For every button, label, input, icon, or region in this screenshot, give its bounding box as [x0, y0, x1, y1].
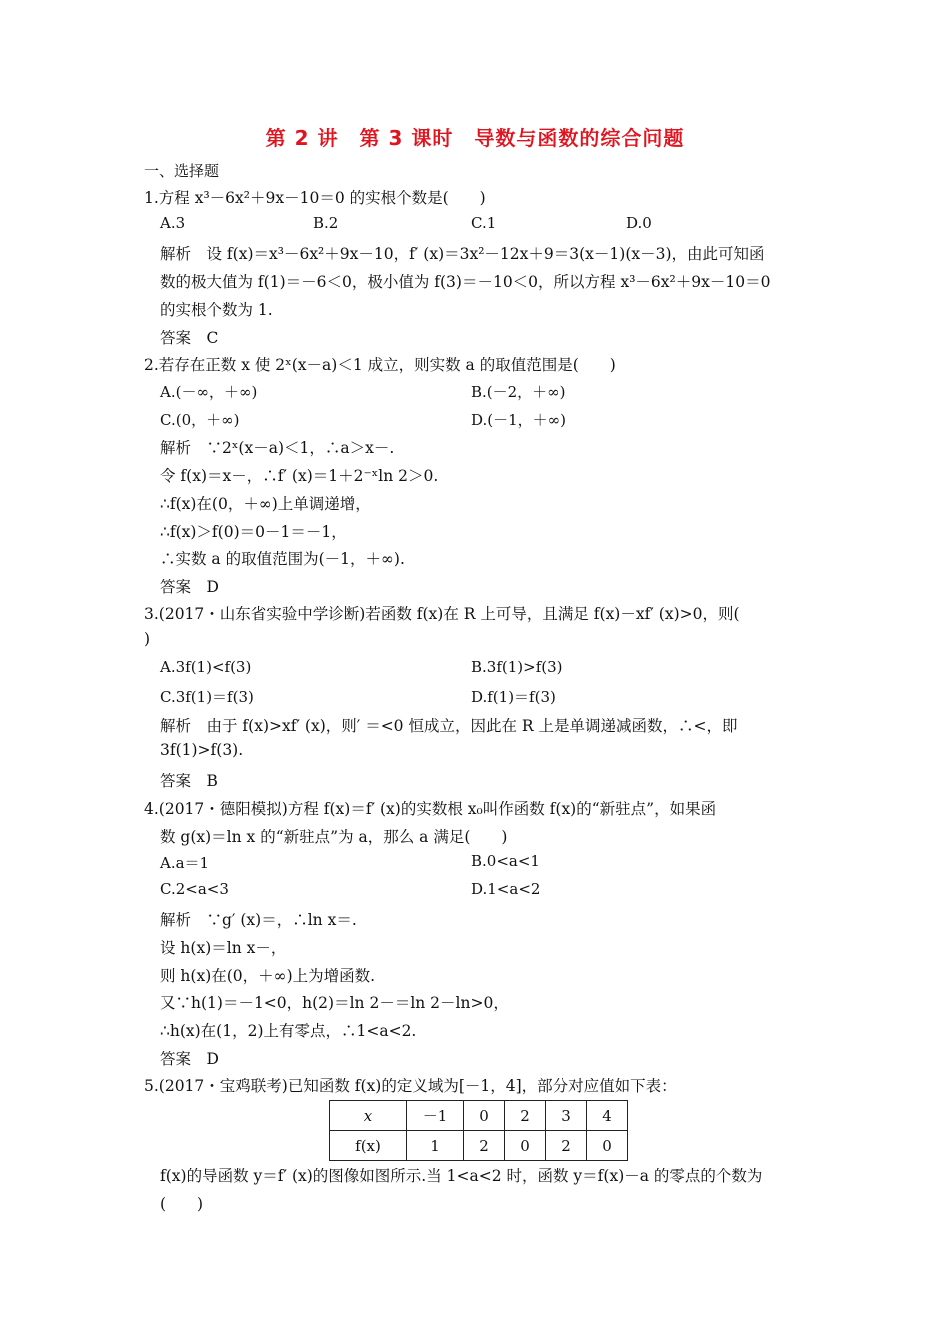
q2-stem: 2.若存在正数 x 使 2ˣ(x－a)＜1 成立，则实数 a 的取值范围是( )	[144, 356, 616, 374]
table-header-cell: 2	[505, 1101, 546, 1131]
table-header-cell: －1	[407, 1101, 464, 1131]
q2-analysis-line: ∴实数 a 的取值范围为(－1，＋∞).	[160, 550, 405, 568]
q4-option-c: C.2<a<3	[160, 880, 229, 898]
table-cell: 1	[407, 1131, 464, 1161]
q4-option-d: D.1<a<2	[471, 880, 541, 898]
table-header-cell: 4	[587, 1101, 628, 1131]
q4-stem-cont: 数 g(x)＝ln x 的“新驻点”为 a，那么 a 满足( )	[160, 828, 508, 846]
q2-analysis-line: 解析 ∵2ˣ(x－a)＜1，∴a＞x－.	[160, 439, 395, 457]
page-title: 第 2 讲 第 3 课时 导数与函数的综合问题	[265, 126, 685, 150]
table-cell: f(x)	[330, 1131, 407, 1161]
q2-analysis-line: ∴f(x)在(0，＋∞)上单调递增，	[160, 495, 371, 513]
q3-answer: 答案 B	[160, 772, 218, 790]
q1-analysis-line: 的实根个数为 1.	[160, 301, 273, 319]
table-row	[330, 1131, 628, 1161]
q1-stem: 1.方程 x³－6x²＋9x－10＝0 的实根个数是( )	[144, 189, 486, 207]
q3-option-a: A.3f(1)<f(3)	[160, 658, 252, 676]
q2-option-a: A.(－∞，＋∞)	[160, 383, 258, 401]
table-row	[330, 1101, 628, 1131]
q4-analysis-line: ∴h(x)在(1，2)上有零点，∴1<a<2.	[160, 1022, 417, 1040]
q1-answer: 答案 C	[160, 329, 219, 347]
table-cell: 2	[546, 1131, 587, 1161]
q4-answer: 答案 D	[160, 1050, 219, 1068]
table-header-cell: 3	[546, 1101, 587, 1131]
q4-analysis-line: 则 h(x)在(0，＋∞)上为增函数.	[160, 967, 376, 985]
q4-analysis-line: 设 h(x)＝ln x－，	[160, 939, 287, 957]
q2-option-d: D.(－1，＋∞)	[471, 411, 567, 429]
q5-stem: 5.(2017・宝鸡联考)已知函数 f(x)的定义域为[－1，4]，部分对应值如下表：	[144, 1077, 677, 1095]
q2-analysis-line: ∴f(x)＞f(0)＝0－1＝－1，	[160, 523, 347, 541]
q1-analysis-line: 数的极大值为 f(1)＝－6＜0，极小值为 f(3)＝－10＜0，所以方程 x³－6x²＋9x－10＝0	[160, 273, 771, 291]
table-header-cell: x	[330, 1101, 407, 1131]
q4-option-a: A.a＝1	[160, 854, 210, 872]
table-cell: 0	[587, 1131, 628, 1161]
value-table	[329, 1100, 628, 1161]
q2-option-c: C.(0，＋∞)	[160, 411, 240, 429]
q2-answer: 答案 D	[160, 578, 219, 596]
q2-analysis-line: 令 f(x)＝x－，∴f′ (x)＝1＋2⁻ˣln 2＞0.	[160, 467, 439, 485]
q3-analysis-line: 解析 由于 f(x)>xf′ (x)，则′ ＝<0 恒成立，因此在 R 上是单调递减函数，∴<，即	[160, 717, 738, 735]
q4-analysis-line: 解析 ∵g′ (x)＝，∴ln x＝.	[160, 911, 357, 929]
q4-stem: 4.(2017・德阳模拟)方程 f(x)＝f′ (x)的实数根 x₀叫作函数 f(x)的“新驻点”，如果函	[144, 800, 717, 818]
q3-option-c: C.3f(1)＝f(3)	[160, 688, 254, 706]
q3-option-b: B.3f(1)>f(3)	[471, 658, 563, 676]
section-heading: 一、选择题	[144, 162, 220, 180]
q5-text-cont: ( )	[160, 1195, 204, 1213]
q4-analysis-line: 又∵h(1)＝－1<0，h(2)＝ln 2－＝ln 2－ln>0，	[160, 994, 509, 1012]
table-header-cell: 0	[464, 1101, 505, 1131]
q3-stem-cont: )	[144, 630, 151, 648]
q3-option-d: D.f(1)＝f(3)	[471, 688, 556, 706]
q2-option-b: B.(－2，＋∞)	[471, 383, 566, 401]
q1-option-c: C.1	[471, 214, 497, 232]
q4-option-b: B.0<a<1	[471, 852, 540, 870]
q3-stem: 3.(2017・山东省实验中学诊断)若函数 f(x)在 R 上可导，且满足 f(x)－xf′ (x)>0，则(	[144, 605, 740, 623]
q3-analysis-line: 3f(1)>f(3).	[160, 741, 244, 759]
table-cell: 0	[505, 1131, 546, 1161]
table-cell: 2	[464, 1131, 505, 1161]
q1-option-d: D.0	[626, 214, 652, 232]
q1-analysis-line: 解析 设 f(x)＝x³－6x²＋9x－10，f′ (x)＝3x²－12x＋9＝3(x－1)(x－3)，由此可知函	[160, 245, 765, 263]
q1-option-a: A.3	[160, 214, 186, 232]
q5-text: f(x)的导函数 y＝f′ (x)的图像如图所示.当 1<a<2 时，函数 y＝f(x)－a 的零点的个数为	[160, 1167, 763, 1185]
q1-option-b: B.2	[313, 214, 339, 232]
